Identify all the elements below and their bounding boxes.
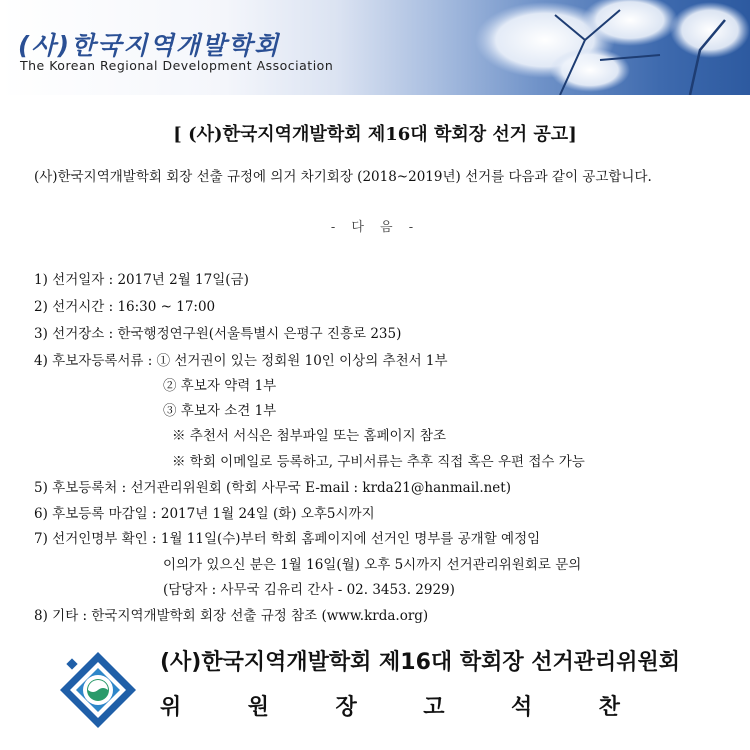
notice-separator: - 다 음 - bbox=[330, 220, 420, 235]
committee-name: (사)한국지역개발학회 제16대 학회장 선거관리위원회 bbox=[160, 650, 680, 675]
notice-line: 이의가 있으신 분은 1월 16일(월) 오후 5시까지 선거관리위원회로 문의 bbox=[163, 557, 582, 573]
notice-line: 4) 후보자등록서류 : ① 선거권이 있는 정회원 10인 이상의 추천서 1부 bbox=[34, 353, 448, 369]
notice-line: 2) 선거시간 : 16:30 ~ 17:00 bbox=[34, 299, 216, 315]
notice-line: ② 후보자 약력 1부 bbox=[163, 378, 277, 394]
notice-line: 3) 선거장소 : 한국행정연구원(서울특별시 은평구 진흥로 235) bbox=[34, 326, 402, 342]
notice-line: 7) 선거인명부 확인 : 1월 11일(수)부터 학회 홈페이지에 선거인 명부를 공개할 예정임 bbox=[34, 531, 541, 547]
notice-line: (담당자 : 사무국 김유리 간사 - 02. 3453. 2929) bbox=[163, 582, 455, 598]
notice-intro: (사)한국지역개발학회 회장 선출 규정에 의거 차기회장 (2018~2019년) 선거를 다음과 같이 공고합니다. bbox=[34, 169, 652, 185]
header-banner bbox=[0, 0, 750, 95]
chair-char: 고 bbox=[423, 694, 445, 720]
association-logo-icon bbox=[58, 650, 138, 730]
notice-line: ③ 후보자 소견 1부 bbox=[163, 403, 277, 419]
org-name-en: The Korean Regional Development Association bbox=[20, 58, 334, 73]
chair-char: 찬 bbox=[598, 694, 620, 720]
chair-char: 석 bbox=[510, 694, 533, 720]
chair-char: 위 bbox=[160, 694, 182, 720]
chairperson-name bbox=[160, 690, 620, 721]
notice-line: ※ 학회 이메일로 등록하고, 구비서류는 추후 직접 혹은 우편 접수 가능 bbox=[172, 454, 585, 470]
org-name-ko: (사)한국지역개발학회 bbox=[18, 31, 281, 60]
notice-line: ※ 추천서 서식은 첨부파일 또는 홈페이지 참조 bbox=[172, 428, 446, 444]
notice-title: [ (사)한국지역개발학회 제16대 학회장 선거 공고] bbox=[173, 124, 577, 145]
notice-line: 6) 후보등록 마감일 : 2017년 1월 24일 (화) 오후5시까지 bbox=[34, 506, 375, 522]
notice-line: 8) 기타 : 한국지역개발학회 회장 선출 규정 참조 (www.krda.org) bbox=[34, 608, 429, 624]
chair-char: 원 bbox=[247, 694, 269, 720]
notice-line: 1) 선거일자 : 2017년 2월 17일(금) bbox=[34, 272, 249, 288]
snowy-tree-image bbox=[330, 0, 750, 95]
chair-char: 장 bbox=[335, 694, 357, 720]
notice-line: 5) 후보등록처 : 선거관리위원회 (학회 사무국 E-mail : krda21@hanmail.net) bbox=[34, 480, 511, 496]
